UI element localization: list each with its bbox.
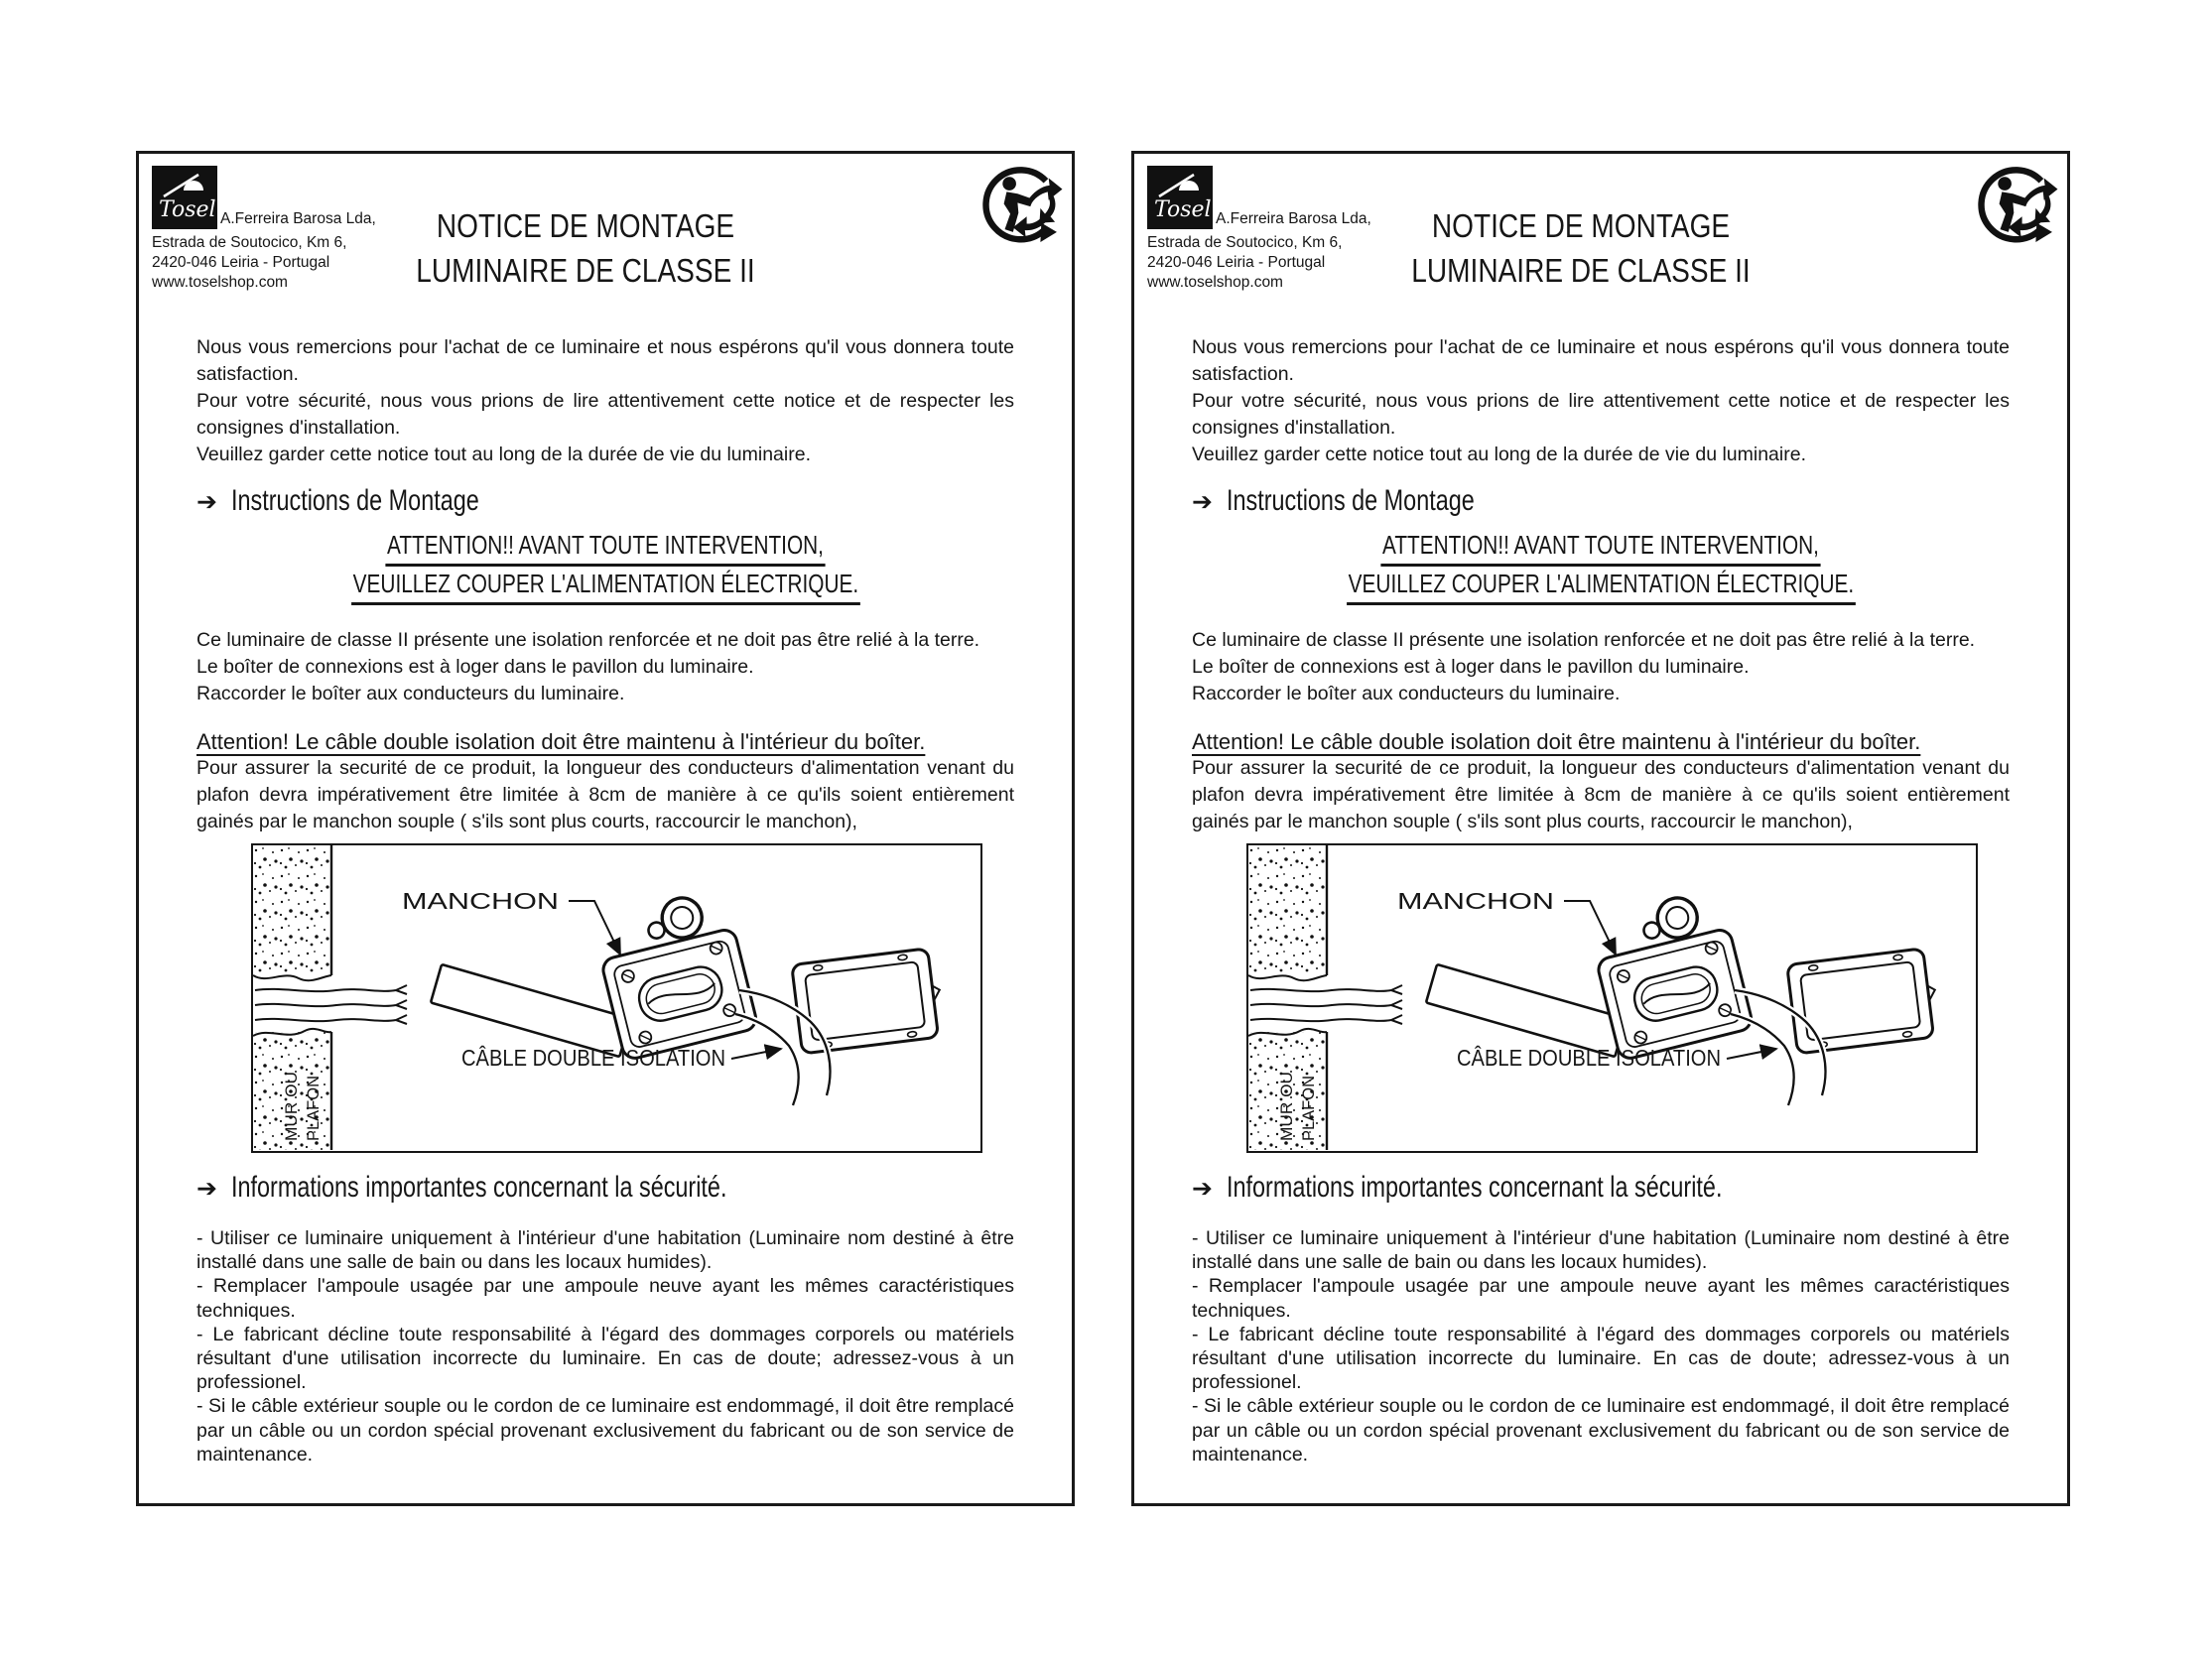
safety-bullet: - Le fabricant décline toute responsabilité à l'égard des dommages corporels ou matériels résultant d'une utilisation incorrecte du luminaire. En cas de doute; adressez-vous à un professionel. xyxy=(1192,1323,2010,1394)
notice-page xyxy=(136,151,1075,1506)
instruction-line: Raccorder le boîter aux conducteurs du luminaire. xyxy=(1192,683,1621,704)
safety-bullet: - Si le câble extérieur souple ou le cordon de ce luminaire est endommagé, il doit être remplacé par un câble ou un cordon spécial provenant exclusivement du fabricant ou de son service de maintenance. xyxy=(196,1395,1014,1466)
instruction-line: Ce luminaire de classe II présente une isolation renforcée et ne doit pas être relié à la terre. xyxy=(196,629,980,651)
safety-bullet: - Le fabricant décline toute responsabilité à l'égard des dommages corporels ou matériels résultant d'une utilisation incorrecte du luminaire. En cas de doute; adressez-vous à un professionel. xyxy=(196,1323,1014,1394)
wall-label-line-1: MUR OU xyxy=(1277,1073,1296,1141)
safety-bullet: - Remplacer l'ampoule usagée par une ampoule neuve ayant les mêmes caractéristiques techniques. xyxy=(196,1275,1014,1322)
section-heading-securite xyxy=(1192,1171,2010,1205)
power-warning xyxy=(1192,528,2010,605)
tosel-logo xyxy=(1147,166,1213,229)
intro-paragraphs xyxy=(1192,334,2010,468)
intro-line: Nous vous remercions pour l'achat de ce luminaire et nous espérons qu'il vous donnera toute satisfaction. xyxy=(196,336,1014,385)
safety-bullet: - Remplacer l'ampoule usagée par une ampoule neuve ayant les mêmes caractéristiques techniques. xyxy=(1192,1275,2010,1322)
tosel-logo xyxy=(152,166,217,229)
instruction-line: Le boîter de connexions est à loger dans le pavillon du luminaire. xyxy=(1192,656,1750,678)
logo-brand-text: Tosel xyxy=(1154,197,1212,222)
safety-bullet: - Utiliser ce luminaire uniquement à l'intérieur d'une habitation (Luminaire nom destiné à être installé dans une salle de bain ou dans les locaux humides). xyxy=(196,1227,1014,1274)
company-website: www.toselshop.com xyxy=(1147,274,1283,291)
address-line-2: 2420-046 Leiria - Portugal xyxy=(1147,254,1326,271)
safety-bullet: - Utiliser ce luminaire uniquement à l'intérieur d'une habitation (Luminaire nom destiné à être installé dans une salle de bain ou dans les locaux humides). xyxy=(1192,1227,2010,1274)
cable-caution xyxy=(196,729,1014,755)
conductor-length-paragraph: Pour assurer la securité de ce produit, la longueur des conducteurs d'alimentation venant du plafon devra impérativement être limitée à 8cm de manière à ce qu'ils soient entièrement gainés par le manchon souple ( s'ils sont plus courts, raccourcir le manchon), xyxy=(1192,757,2010,832)
installation-diagram xyxy=(251,843,982,1153)
tosel-lamp-logo-icon xyxy=(152,166,217,229)
manchon-label: MANCHON xyxy=(1397,888,1554,914)
intro-line: Veuillez garder cette notice tout au long de la durée de vie du luminaire. xyxy=(1192,444,1806,465)
right-arrow-icon: ➔ xyxy=(1192,1175,1213,1203)
warning-line-2: VEUILLEZ COUPER L'ALIMENTATION ÉLECTRIQUE. xyxy=(1347,567,1856,605)
manchon-sleeve xyxy=(431,964,630,1057)
power-warning xyxy=(196,528,1014,605)
title-line-2: LUMINAIRE DE CLASSE II xyxy=(1411,252,1751,289)
address-line-1: Estrada de Soutocico, Km 6, xyxy=(152,234,347,251)
installation-diagram xyxy=(1246,843,1978,1153)
document-title xyxy=(1303,203,1860,293)
company-name: A.Ferreira Barosa Lda, xyxy=(1216,210,1371,227)
securite-heading-text: Informations importantes concernant la sécurité. xyxy=(230,1171,727,1204)
company-name: A.Ferreira Barosa Lda, xyxy=(220,210,376,227)
cable-caution-text: Attention! Le câble double isolation doit être maintenu à l'intérieur du boîter. xyxy=(1192,729,1921,754)
manchon-sleeve xyxy=(1426,964,1626,1057)
intro-line: Veuillez garder cette notice tout au long de la durée de vie du luminaire. xyxy=(196,444,811,465)
cable-label: CÂBLE DOUBLE ISOLATION xyxy=(1457,1045,1721,1071)
cable-caution-text: Attention! Le câble double isolation doit être maintenu à l'intérieur du boîter. xyxy=(196,729,926,754)
intro-paragraphs xyxy=(196,334,1014,468)
instruction-line: Ce luminaire de classe II présente une isolation renforcée et ne doit pas être relié à la terre. xyxy=(1192,629,1976,651)
intro-line: Nous vous remercions pour l'achat de ce luminaire et nous espérons qu'il vous donnera toute satisfaction. xyxy=(1192,336,2010,385)
title-line-1: NOTICE DE MONTAGE xyxy=(1431,207,1731,244)
warning-line-2: VEUILLEZ COUPER L'ALIMENTATION ÉLECTRIQUE. xyxy=(351,567,860,605)
right-arrow-icon: ➔ xyxy=(1192,488,1213,516)
cable-leader-arrow xyxy=(731,1049,781,1059)
section-heading-montage xyxy=(1192,484,2010,518)
cable-caution xyxy=(1192,729,2010,755)
mounting-frame xyxy=(1787,948,1941,1054)
montage-heading-text: Instructions de Montage xyxy=(1226,484,1475,517)
page-header xyxy=(139,154,1072,330)
page-body xyxy=(1134,334,2067,1467)
address-line-1: Estrada de Soutocico, Km 6, xyxy=(1147,234,1343,251)
intro-line: Pour votre sécurité, nous vous prions de lire attentivement cette notice et de respecter les consignes d'installation. xyxy=(196,390,1014,439)
wall-label-line-2: PLAFON xyxy=(1299,1073,1318,1141)
right-arrow-icon: ➔ xyxy=(196,488,217,516)
installation-diagram-drawing xyxy=(1248,845,1975,1150)
manchon-leader-arrow xyxy=(569,901,620,955)
instruction-line: Le boîter de connexions est à loger dans le pavillon du luminaire. xyxy=(196,656,754,678)
triman-recycling-icon xyxy=(1972,162,2063,253)
class2-instructions xyxy=(196,627,1014,707)
logo-brand-text: Tosel xyxy=(159,197,216,222)
address-line-2: 2420-046 Leiria - Portugal xyxy=(152,254,330,271)
title-line-1: NOTICE DE MONTAGE xyxy=(436,207,735,244)
warning-line-1: ATTENTION!! AVANT TOUTE INTERVENTION, xyxy=(1380,528,1820,567)
wall-label-line-2: PLAFON xyxy=(304,1073,323,1141)
cable-leader-arrow xyxy=(1727,1049,1776,1059)
installation-diagram-drawing xyxy=(253,845,979,1150)
montage-heading-text: Instructions de Montage xyxy=(230,484,479,517)
conductor-length-paragraph: Pour assurer la securité de ce produit, la longueur des conducteurs d'alimentation venant du plafon devra impérativement être limitée à 8cm de manière à ce qu'ils soient entièrement gainés par le manchon souple ( s'ils sont plus courts, raccourcir le manchon), xyxy=(196,757,1014,832)
manchon-leader-arrow xyxy=(1564,901,1616,955)
securite-heading-text: Informations importantes concernant la sécurité. xyxy=(1226,1171,1723,1204)
company-website: www.toselshop.com xyxy=(152,274,288,291)
notice-page xyxy=(1131,151,2070,1506)
document-title xyxy=(308,203,864,293)
supply-wires xyxy=(255,985,407,1024)
class2-instructions xyxy=(1192,627,2010,707)
section-heading-montage xyxy=(196,484,1014,518)
tosel-lamp-logo-icon xyxy=(1147,166,1213,229)
manchon-label: MANCHON xyxy=(402,888,559,914)
safety-bullets xyxy=(196,1226,1014,1467)
instruction-line: Raccorder le boîter aux conducteurs du luminaire. xyxy=(196,683,625,704)
warning-line-1: ATTENTION!! AVANT TOUTE INTERVENTION, xyxy=(385,528,825,567)
safety-bullet: - Si le câble extérieur souple ou le cordon de ce luminaire est endommagé, il doit être remplacé par un câble ou un cordon spécial provenant exclusivement du fabricant ou de son service de maintenance. xyxy=(1192,1395,2010,1466)
title-line-2: LUMINAIRE DE CLASSE II xyxy=(416,252,755,289)
safety-bullets xyxy=(1192,1226,2010,1467)
triman-recycling-icon xyxy=(976,162,1068,253)
right-arrow-icon: ➔ xyxy=(196,1175,217,1203)
supply-wires xyxy=(1250,985,1402,1024)
intro-line: Pour votre sécurité, nous vous prions de lire attentivement cette notice et de respecter les consignes d'installation. xyxy=(1192,390,2010,439)
cable-label: CÂBLE DOUBLE ISOLATION xyxy=(461,1045,725,1071)
wall-label-line-1: MUR OU xyxy=(282,1073,301,1141)
section-heading-securite xyxy=(196,1171,1014,1205)
page-body xyxy=(139,334,1072,1467)
page-header xyxy=(1134,154,2067,330)
mounting-frame xyxy=(792,948,946,1054)
